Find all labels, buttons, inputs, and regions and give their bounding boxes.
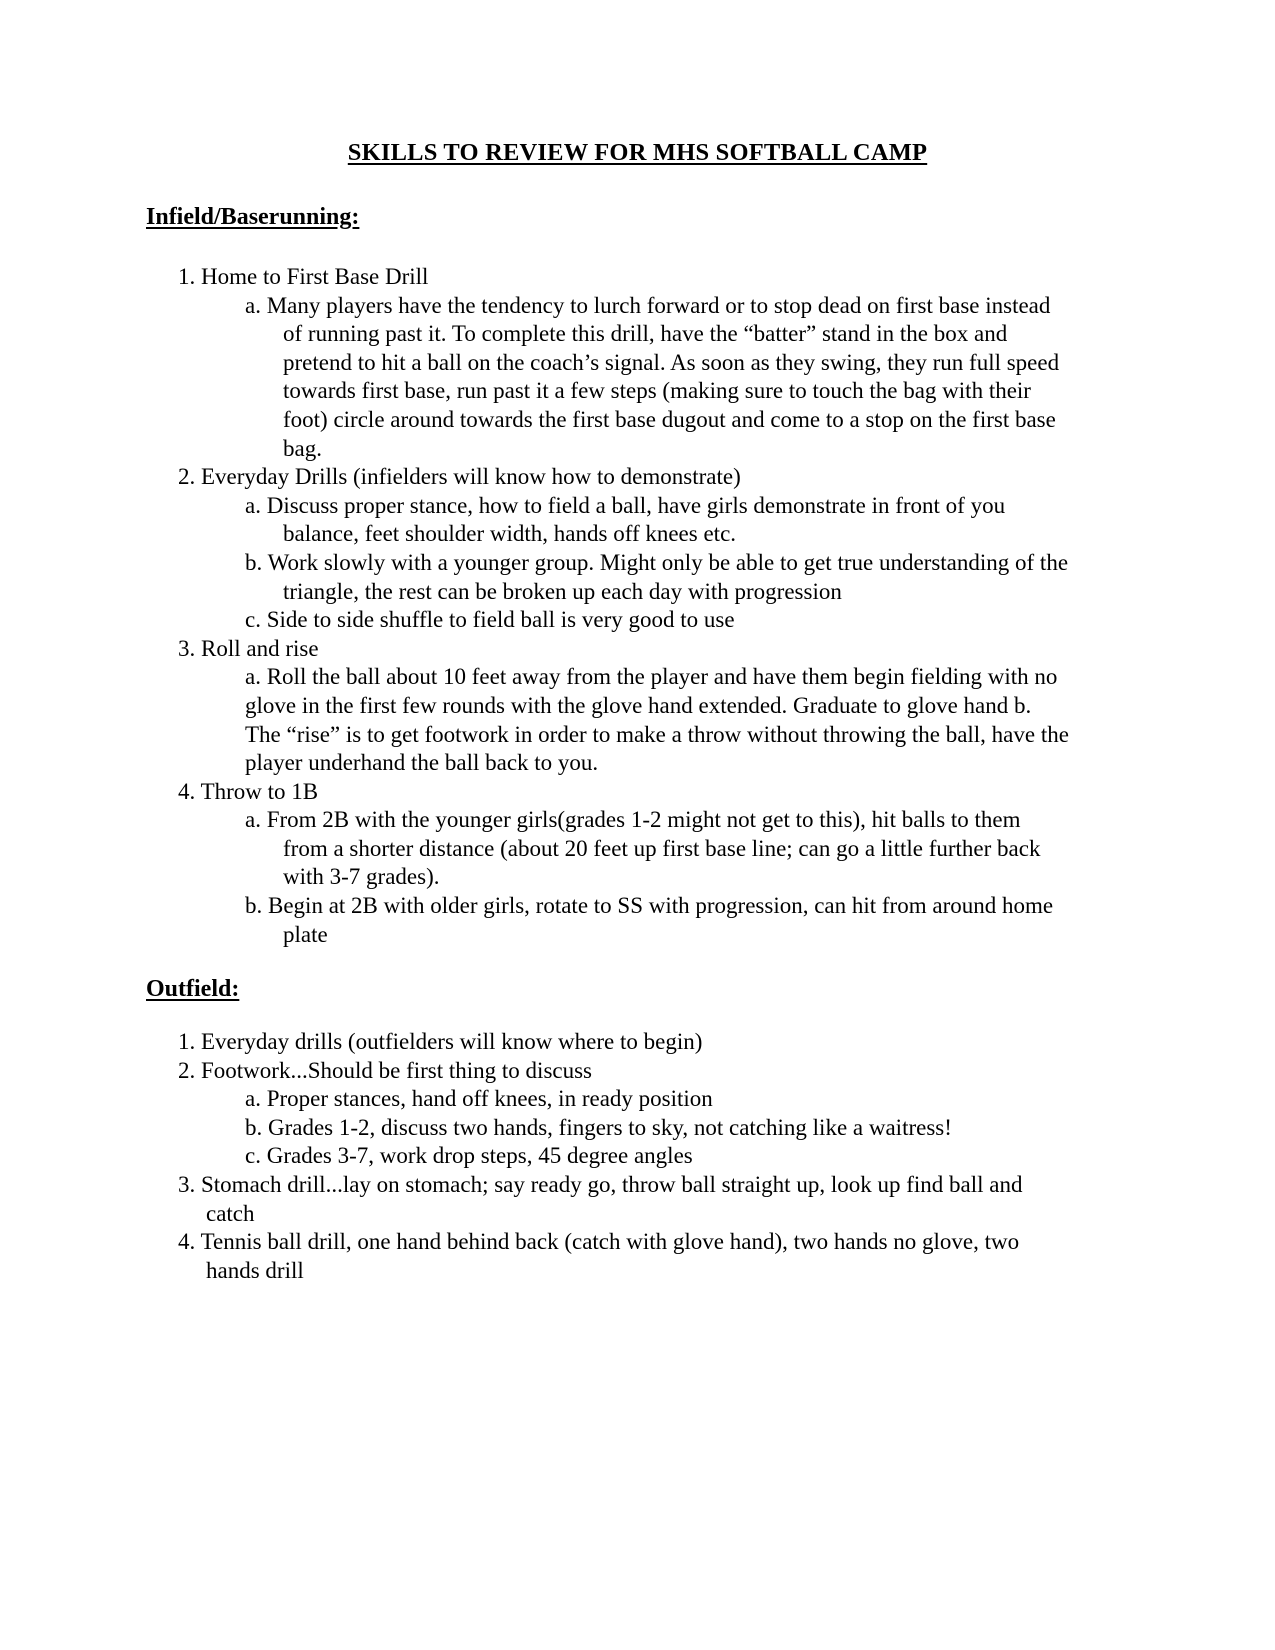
sub-list-item <box>0 1142 1275 1171</box>
sub-list-item-marker: c. <box>245 607 261 633</box>
sub-list-item-marker: a. <box>245 664 261 690</box>
section-list-outfield <box>0 1028 1275 1285</box>
sub-list-item-marker: a. <box>245 1086 261 1112</box>
section-heading-outfield-text: Outfield: <box>146 976 240 1002</box>
sub-list-item-marker: b. <box>245 893 263 919</box>
list-item-marker: 1. <box>178 1029 196 1054</box>
list-item-marker: 3. <box>178 1171 196 1197</box>
sub-list-item-text: Roll the ball about 10 feet away from the player and have them begin fielding with no glove in the first few rounds with the glove hand extended. Graduate to glove hand b. The “rise” is to get footwork in order to make a throw without throwing the ball, have the player underhand the ball back to you. <box>245 664 1069 776</box>
list-item-text: Everyday drills (outfielders will know where to begin) <box>195 1029 703 1054</box>
sub-list-item <box>0 892 1275 949</box>
list-item-marker: 4. <box>178 778 196 804</box>
list-item <box>0 635 1275 664</box>
list-item-text: Footwork...Should be first thing to discuss <box>195 1057 593 1083</box>
list-item <box>0 1028 1275 1057</box>
list-item-marker: 1. <box>178 264 196 289</box>
sub-list-item-text: Side to side shuffle to field ball is very good to use <box>260 607 735 633</box>
sub-list-item-text: Proper stances, hand off knees, in ready position <box>260 1086 713 1112</box>
sub-list-item-text: Discuss proper stance, how to field a ball, have girls demonstrate in front of you balance, feet shoulder width, hands off knees etc. <box>260 492 1006 547</box>
list-item-marker: 4. <box>178 1229 196 1255</box>
list-item-text: Stomach drill...lay on stomach; say ready go, throw ball straight up, look up find ball and catch <box>195 1171 1023 1226</box>
sub-list-item-text: Grades 3-7, work drop steps, 45 degree angles <box>260 1143 693 1169</box>
sub-list-item-text: From 2B with the younger girls(grades 1-2 might not get to this), hit balls to them from a shorter distance (about 20 feet up first base line; can go a little further back with 3-7 grades). <box>260 807 1041 890</box>
sub-list-item <box>0 606 1275 635</box>
sub-list-item <box>0 1114 1275 1143</box>
list-item-marker: 3. <box>178 635 196 661</box>
section-heading-infield <box>146 203 359 232</box>
list-item <box>0 1171 1275 1228</box>
sub-list-item-text: Many players have the tendency to lurch forward or to stop dead on first base instead of running past it. To complete this drill, have the “batter” stand in the box and pretend to hit a ball on the coach’s signal. As soon as they swing, they run full speed towards first base, run past it a few steps (making sure to touch the bag with their foot) circle around towards the first base dugout and come to a stop on the first base bag. <box>260 292 1060 461</box>
list-item <box>0 1228 1275 1285</box>
page-title-text: SKILLS TO REVIEW FOR MHS SOFTBALL CAMP <box>347 139 928 166</box>
sub-list-item-marker: a. <box>245 292 261 318</box>
sub-list-item <box>0 292 1275 464</box>
list-item-text: Everyday Drills (infielders will know how to demonstrate) <box>195 464 741 490</box>
section-heading-outfield <box>146 975 239 1004</box>
sub-list-item-marker: a. <box>245 492 261 518</box>
sub-list-item <box>0 492 1275 549</box>
sub-list-item <box>0 663 1275 777</box>
page-title <box>0 138 1275 167</box>
sub-list-item-text: Begin at 2B with older girls, rotate to SS with progression, can hit from around home plate <box>262 893 1054 947</box>
section-heading-infield-text: Infield/Baserunning: <box>146 204 360 230</box>
list-item-marker: 2. <box>178 1057 196 1083</box>
list-item-text: Home to First Base Drill <box>195 264 429 289</box>
sub-list-item <box>0 806 1275 892</box>
list-item-text: Tennis ball drill, one hand behind back (catch with glove hand), two hands no glove, two hands drill <box>195 1229 1020 1283</box>
list-item <box>0 778 1275 807</box>
sub-list-item-marker: b. <box>245 1114 263 1140</box>
list-item-marker: 2. <box>178 464 196 490</box>
sub-list-item-marker: c. <box>245 1143 261 1169</box>
sub-list-item-text: Work slowly with a younger group. Might only be able to get true understanding of the triangle, the rest can be broken up each day with progression <box>262 549 1069 604</box>
sub-list-item-marker: a. <box>245 807 261 833</box>
list-item <box>0 463 1275 492</box>
section-list-infield <box>0 263 1275 949</box>
sub-list-item-marker: b. <box>245 549 263 575</box>
list-item <box>0 1057 1275 1086</box>
sub-list-item-text: Grades 1-2, discuss two hands, fingers to sky, not catching like a waitress! <box>262 1114 952 1140</box>
list-item-text: Throw to 1B <box>195 778 319 804</box>
sub-list-item <box>0 1085 1275 1114</box>
list-item <box>0 263 1275 292</box>
list-item-text: Roll and rise <box>195 635 319 661</box>
sub-list-item <box>0 549 1275 606</box>
